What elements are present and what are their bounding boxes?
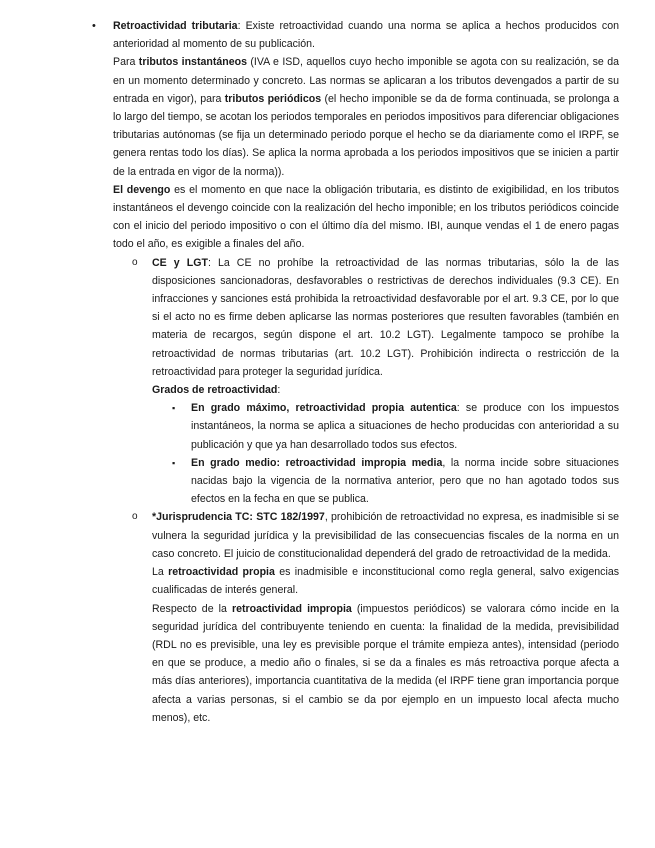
grado-maximo-text: : se produce con los impuestos instantáneos, la norma se aplica a situaciones de hecho producidas con anterioridad a su publicación y que ya han desarrollado todos sus efectos. bbox=[191, 402, 619, 451]
circle-bullet-icon: o bbox=[132, 256, 138, 268]
grado-maximo-item bbox=[172, 399, 619, 454]
grado-medio-item bbox=[172, 454, 619, 509]
propia-text-1: La bbox=[152, 566, 169, 579]
jurisprudencia-title: *Jurisprudencia TC: STC 182/1997 bbox=[152, 511, 325, 524]
ce-lgt-text: : La CE no prohíbe la retroactividad de las normas tributarias, sólo la de las disposiciones sancionadoras, desfavorables o restrictivas de derechos individuales (9.3 CE). En infracciones y sanciones está prohibida la retroactividad desfavorable por el art. 9.3 CE, por lo que si el acto no es firme deben aplicarse las normas posteriores que resulten favorables (también en materia de recargos, según dispone el art. 10.2 LGT). Legalmente tampoco se prohíbe la retroactividad de normas tributarias (art. 10.2 LGT). Prohibición indirecta o restricción de la retroactividad para proteger la seguridad jurídica. bbox=[152, 256, 619, 378]
grado-medio-title: En grado medio: retroactividad impropia media bbox=[191, 456, 443, 469]
grado-medio-text: , la norma incide sobre situaciones nacidas bajo la vigencia de la normativa anterior, pero que no han agotado todos sus efectos en la fecha en que se publica. bbox=[191, 456, 619, 506]
intro-paragraph bbox=[113, 17, 619, 53]
devengo-bold: El devengo bbox=[113, 183, 171, 196]
tributos-periodicos-bold: tributos periódicos bbox=[224, 92, 322, 105]
devengo-text: es el momento en que nace la obligación tributaria, es distinto de exigibilidad, en los tributos instantáneos el devengo coincide con la realización del hecho imponible; en los tributos periódicos coincide con el inicio del periodo impositivo o con el último día del mismo. IBI, aunque vendas el 1 de enero pagas todo el año, es exigible a finales del año. bbox=[113, 183, 619, 251]
grados-heading bbox=[152, 381, 619, 399]
propia-text-2: es inadmisible e inconstitucional como regla general, salvo exigencias cualificadas de interés general. bbox=[152, 566, 620, 597]
propia-bold: retroactividad propia bbox=[168, 566, 275, 579]
subitem-ce-lgt bbox=[132, 254, 619, 509]
square-bullet-icon: ▪ bbox=[172, 457, 176, 468]
impropia-paragraph bbox=[152, 600, 619, 727]
jurisprudencia-paragraph bbox=[152, 508, 619, 563]
subitem-jurisprudencia bbox=[132, 508, 620, 726]
circle-bullet-icon: o bbox=[132, 511, 138, 523]
ce-lgt-paragraph bbox=[152, 254, 619, 381]
tributos-instantaneos-bold: tributos instantáneos bbox=[138, 56, 247, 69]
impropia-text-1: Respecto de la bbox=[152, 602, 232, 615]
grado-maximo-paragraph bbox=[191, 399, 619, 454]
jurisprudencia-text: , prohibición de retroactividad no expresa, es inadmisible si se vulnera la seguridad jurídica y la previsibilidad de las consecuencias fiscales de la norma en un caso concreto. El juicio de constitucionalidad dependerá del grado de retroactividad de la medida. bbox=[152, 511, 620, 560]
devengo-paragraph bbox=[113, 181, 619, 254]
bullet-item-retroactividad bbox=[92, 17, 620, 727]
tributos-paragraph bbox=[113, 53, 619, 180]
grados-colon: : bbox=[277, 384, 281, 397]
tributos-text-3: (el hecho imponible se da de forma continuada, se prolonga a lo largo del tiempo, se acotan los periodos temporales en periodos impositivos para diferenciar obligaciones tributarias autónomas (se fija un determinado periodo porque el hecho se da diariamente como el IRPF, se genera rentas todo los días). Se aplica la norma aprobada a los periodos impositivos que se inicien a partir de la entrada en vigor de la norma)). bbox=[113, 92, 619, 178]
impropia-text-2: (impuestos periódicos) se valorara cómo incide en la seguridad jurídica del contribuyente teniendo en cuenta: la finalidad de la medida, previsibilidad (RDL no es previsible, una ley es previsible porque el trámite empieza antes), intensidad (periodo en que se produce, a medio año o finales, si se da a finales es más retroactiva porque afecta a más días anteriores), importancia cuantitativa de la medida (el IRPF tiene gran importancia porque afecta a varias personas, si el cambio se da por ejemplo en un impuesto local afecta mucho menos), etc. bbox=[152, 602, 619, 724]
tributos-text-1: Para bbox=[113, 56, 139, 69]
grado-medio-paragraph bbox=[191, 454, 619, 509]
tributos-text-2: (IVA e ISD, aquellos cuyo hecho imponible se agota con su realización, se da en un momento determinado y concreto. Las normas se aplicaran a los tributos devengados a partir de su entrada en vigor), para bbox=[113, 56, 619, 105]
impropia-bold: retroactividad impropia bbox=[231, 602, 352, 615]
intro-text: : Existe retroactividad cuando una norma se aplica a hechos producidos con anterioridad al momento de su publicación. bbox=[113, 20, 619, 51]
intro-title: Retroactividad tributaria bbox=[113, 20, 238, 32]
ce-lgt-title: CE y LGT bbox=[152, 256, 208, 269]
grados-title: Grados de retroactividad bbox=[152, 384, 278, 397]
bullet-icon: • bbox=[92, 20, 96, 32]
square-bullet-icon: ▪ bbox=[172, 403, 176, 414]
grado-maximo-title: En grado máximo, retroactividad propia autentica bbox=[191, 402, 457, 415]
propia-paragraph bbox=[152, 563, 619, 599]
